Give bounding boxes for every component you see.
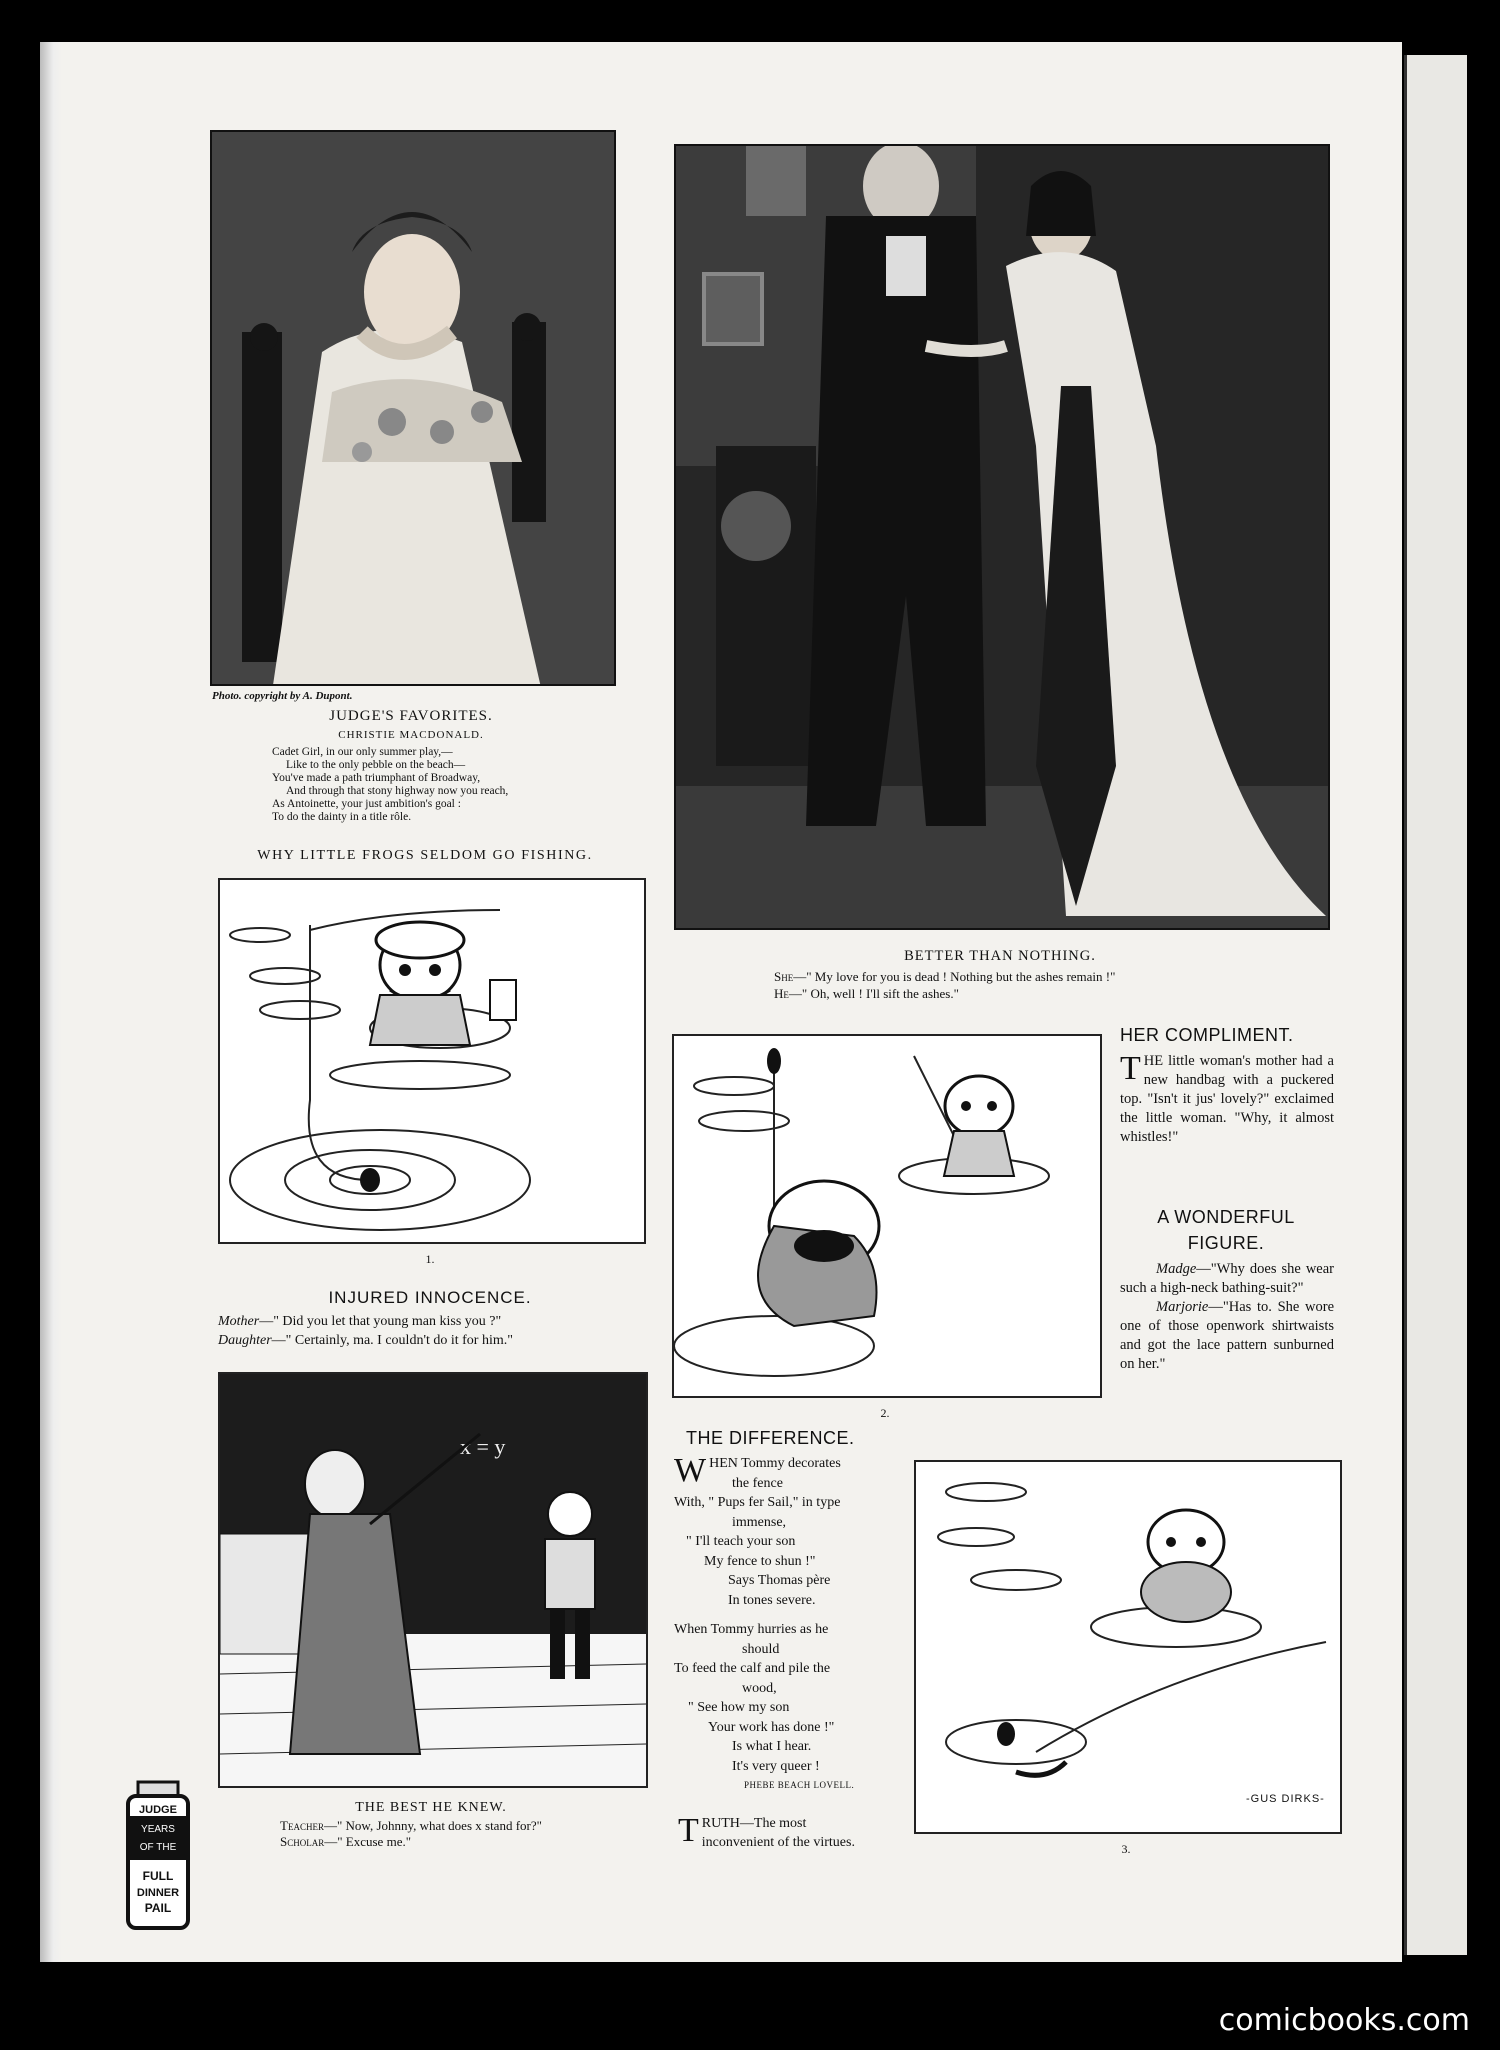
poem-stanza-2 [674,1620,900,1776]
scholar-line: Scholar—" Excuse me." [280,1834,412,1849]
poem-line: Your work has done !" [708,1719,835,1735]
mother-line: Mother—" Did you let that young man kiss you ?" [218,1314,502,1329]
poem-line: Cadet Girl, in our only summer play,— [272,746,453,758]
injured-innocence-dialog [218,1312,658,1350]
poem-author: PHEBE BEACH LOVELL. [744,1780,855,1790]
judges-favorites-title: JUDGE'S FAVORITES. [329,708,493,724]
poem-line: the fence [732,1475,783,1491]
poem-line: You've made a path triumphant of Broadway, [272,772,481,784]
poem-line: To feed the calf and pile the [674,1661,831,1676]
he-line: He—" Oh, well ! I'll sift the ashes." [774,986,959,1001]
judges-favorites-poem [272,746,612,824]
poem-line: should [742,1641,780,1657]
poem-line: With, " Pups fer Sail," in type [674,1495,841,1510]
drop-cap: T [1120,1050,1141,1087]
poem-line: wood, [742,1680,777,1696]
pail-line-2: YEARS [141,1824,175,1835]
frogs-title: WHY LITTLE FROGS SELDOM GO FISHING. [257,848,593,863]
poem-stanza-1 [674,1454,900,1610]
portrait-photo [210,130,616,686]
drop-cap: W [674,1452,707,1489]
poem-line: immense, [732,1514,787,1530]
poem-line: " See how my son [688,1700,790,1715]
artist-signature: -GUS DIRKS- [1246,1793,1325,1805]
pail-line-3: OF THE [139,1842,177,1853]
difference-title: THE DIFFERENCE. [686,1428,855,1448]
panel-3-label: 3. [1121,1842,1131,1856]
judges-favorites-subtitle: CHRISTIE MACDONALD. [338,729,484,741]
pail-line-1: JUDGE [139,1804,177,1816]
wonderful-figure-title: A WONDERFUL FIGURE. [1157,1207,1295,1253]
page-spine [40,42,62,1962]
truth-text: TRUTH—The most inconvenient of the virtues. [678,1812,855,1850]
poem-line: Says Thomas père [728,1573,831,1588]
poem-line: As Antoinette, your just ambition's goal : [272,798,461,810]
couple-photo [674,144,1330,930]
injured-innocence-title: INJURED INNOCENCE. [328,1288,532,1307]
poem-line: When Tommy hurries as he [674,1622,829,1637]
best-he-knew-dialog [280,1818,660,1850]
difference-poem [674,1454,900,1796]
daughter-line: Daughter—" Certainly, ma. I couldn't do it for him." [218,1333,513,1348]
her-compliment-text: THE little woman's mother had a new handbag with a puckered top. "Isn't it jus' lovely?" exclaimed the little woman. "Why, it almost whistles!" [1120,1050,1334,1145]
drop-cap: T [678,1812,699,1849]
poem-line: My fence to shun !" [704,1553,816,1569]
best-he-knew-title: THE BEST HE KNEW. [355,1800,507,1815]
poem-line: Is what I hear. [732,1739,812,1754]
her-compliment-title: HER COMPLIMENT. [1120,1025,1294,1045]
teacher-cartoon [218,1372,648,1788]
poem-line: It's very queer ! [732,1758,820,1774]
marjorie-line: Marjorie—"Has to. She wore one of those openwork shirtwaists and got the lace pattern sunburned on her." [1120,1299,1334,1372]
pail-line-6: PAIL [144,1901,172,1915]
site-watermark: comicbooks.com [1218,2003,1470,2038]
poem-line: HEN Tommy decorates [709,1456,841,1471]
poem-line: In tones severe. [728,1592,816,1608]
dinner-pail-logo [120,1780,196,1932]
chalkboard-text: x = y [460,1434,506,1459]
better-than-nothing-title: BETTER THAN NOTHING. [904,948,1096,964]
she-line: She—" My love for you is dead ! Nothing but the ashes remain !" [774,969,1116,984]
pail-line-4: FULL [142,1869,174,1883]
pail-line-5: DINNER [136,1887,180,1899]
better-than-nothing-dialog [774,968,1334,1002]
teacher-line: Teacher—" Now, Johnny, what does x stand for?" [280,1818,542,1833]
photo-credit: Photo. copyright by A. Dupont. [212,690,353,702]
poem-line: To do the dainty in a title rôle. [272,811,412,823]
facing-page-edge [1404,55,1467,1955]
wonderful-figure-dialog [1120,1260,1334,1374]
poem-line: And through that stony highway now you reach, [286,785,509,797]
madge-line: Madge—"Why does she wear such a high-neck bathing-suit?" [1120,1261,1334,1296]
frog-cartoon-panel-2 [672,1034,1102,1398]
panel-2-label: 2. [880,1406,890,1420]
panel-1-label: 1. [425,1252,435,1266]
frog-cartoon-panel-3 [914,1460,1342,1834]
frog-cartoon-panel-1 [218,878,646,1244]
poem-line: Like to the only pebble on the beach— [286,759,466,771]
poem-line: " I'll teach your son [686,1534,796,1549]
